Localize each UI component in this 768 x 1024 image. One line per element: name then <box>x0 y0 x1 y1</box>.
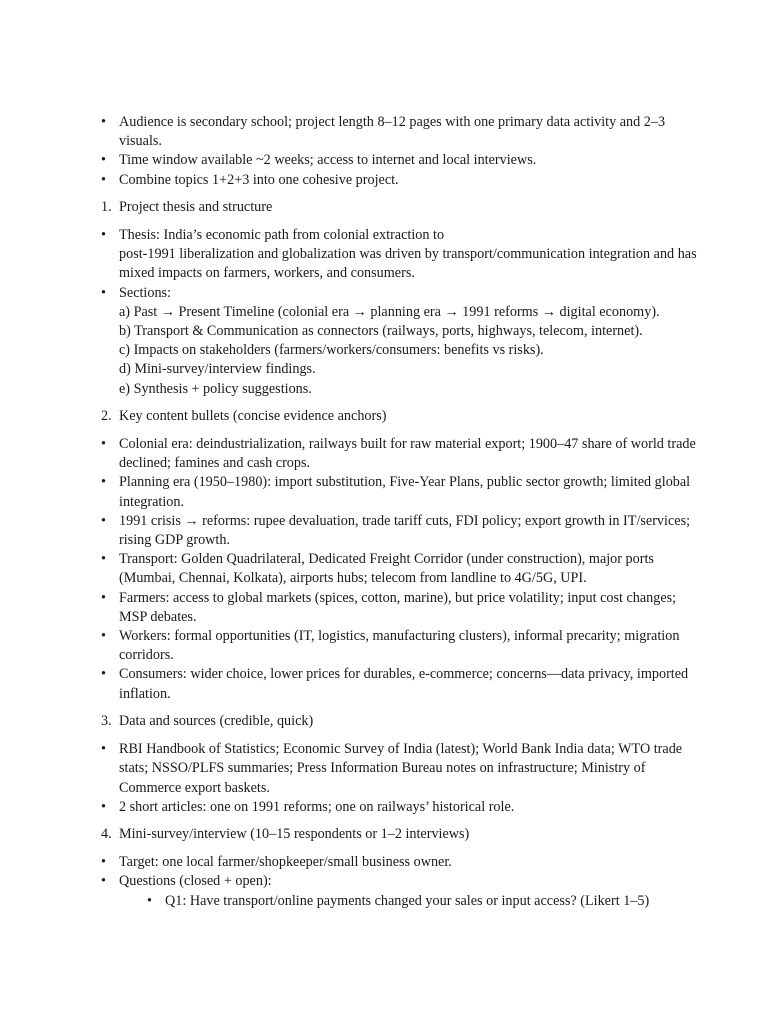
intro-bullet: • Audience is secondary school; project length 8–12 pages with one primary data activity and 2–3 visuals. <box>0 113 768 151</box>
section-title: Project thesis and structure <box>119 199 273 216</box>
section-2-heading <box>0 407 768 426</box>
section-4-heading <box>0 825 768 844</box>
section-item: e) Synthesis + policy suggestions. <box>119 380 312 397</box>
list-item: • Colonial era: deindustrialization, railways built for raw material export; 1900–47 share of world trade declined; famines and cash crops. <box>0 435 768 473</box>
sections-label: • Sections: <box>119 284 172 301</box>
intro-bullet-list <box>0 113 768 190</box>
sub-list-item: • Q1: Have transport/online payments changed your sales or input access? (Likert 1–5) <box>0 892 768 911</box>
list-item: • Questions (closed + open): <box>0 872 768 891</box>
list-item: • Farmers: access to global markets (spices, cotton, marine), but price volatility; input cost changes; MSP debates. <box>0 589 768 627</box>
intro-bullet: • Time window available ~2 weeks; access to internet and local interviews. <box>0 151 768 170</box>
section-item: c) Impacts on stakeholders (farmers/workers/consumers: benefits vs risks). <box>119 342 544 359</box>
section-2-bullet-list <box>0 435 768 704</box>
section-number: 4. <box>101 826 112 843</box>
section-1-heading <box>0 198 768 217</box>
section-number: 3. <box>101 713 112 730</box>
section-3-bullet-list <box>0 740 768 817</box>
section-number: 1. <box>101 199 112 216</box>
list-item: • Planning era (1950–1980): import substitution, Five-Year Plans, public sector growth; limited global integration. <box>0 473 768 511</box>
list-item: • Transport: Golden Quadrilateral, Dedicated Freight Corridor (under construction), major ports (Mumbai, Chennai, Kolkata), airports hubs; telecom from landline to 4G/5G, UPI. <box>0 550 768 588</box>
thesis-line: • Thesis: India’s economic path from colonial extraction to <box>119 227 445 244</box>
thesis-line: post-1991 liberalization and globalization was driven by transport/communication integration and has mixed impacts on farmers, workers, and consumers. <box>119 246 697 282</box>
intro-bullet: • Combine topics 1+2+3 into one cohesive project. <box>0 171 768 190</box>
list-item: • 1991 crisis → reforms: rupee devaluation, trade tariff cuts, FDI policy; export growth in IT/services; rising GDP growth. <box>0 512 768 550</box>
section-item: a) Past → Present Timeline (colonial era → planning era → 1991 reforms → digital economy). <box>119 303 660 320</box>
list-item: • Workers: formal opportunities (IT, logistics, manufacturing clusters), informal precarity; migration corridors. <box>0 627 768 665</box>
section-1-bullet-list <box>0 226 768 399</box>
section-title: Key content bullets (concise evidence anchors) <box>119 408 387 425</box>
list-item: • RBI Handbook of Statistics; Economic Survey of India (latest); World Bank India data; WTO trade stats; NSSO/PLFS summaries; Press Information Bureau notes on infrastructure; Ministry of Commerce export baskets. <box>0 740 768 798</box>
sections-bullet <box>0 284 768 399</box>
list-item: • Target: one local farmer/shopkeeper/small business owner. <box>0 853 768 872</box>
section-title: Mini-survey/interview (10–15 respondents or 1–2 interviews) <box>119 826 470 843</box>
section-item: b) Transport & Communication as connectors (railways, ports, highways, telecom, internet). <box>119 323 643 340</box>
section-title: Data and sources (credible, quick) <box>119 713 314 730</box>
section-item: d) Mini-survey/interview findings. <box>119 361 316 378</box>
section-3-heading <box>0 712 768 731</box>
list-item: • 2 short articles: one on 1991 reforms; one on railways’ historical role. <box>0 798 768 817</box>
section-number: 2. <box>101 408 112 425</box>
list-item: • Consumers: wider choice, lower prices for durables, e-commerce; concerns—data privacy, imported inflation. <box>0 665 768 703</box>
thesis-bullet <box>0 226 768 284</box>
section-4-bullet-list <box>0 853 768 911</box>
